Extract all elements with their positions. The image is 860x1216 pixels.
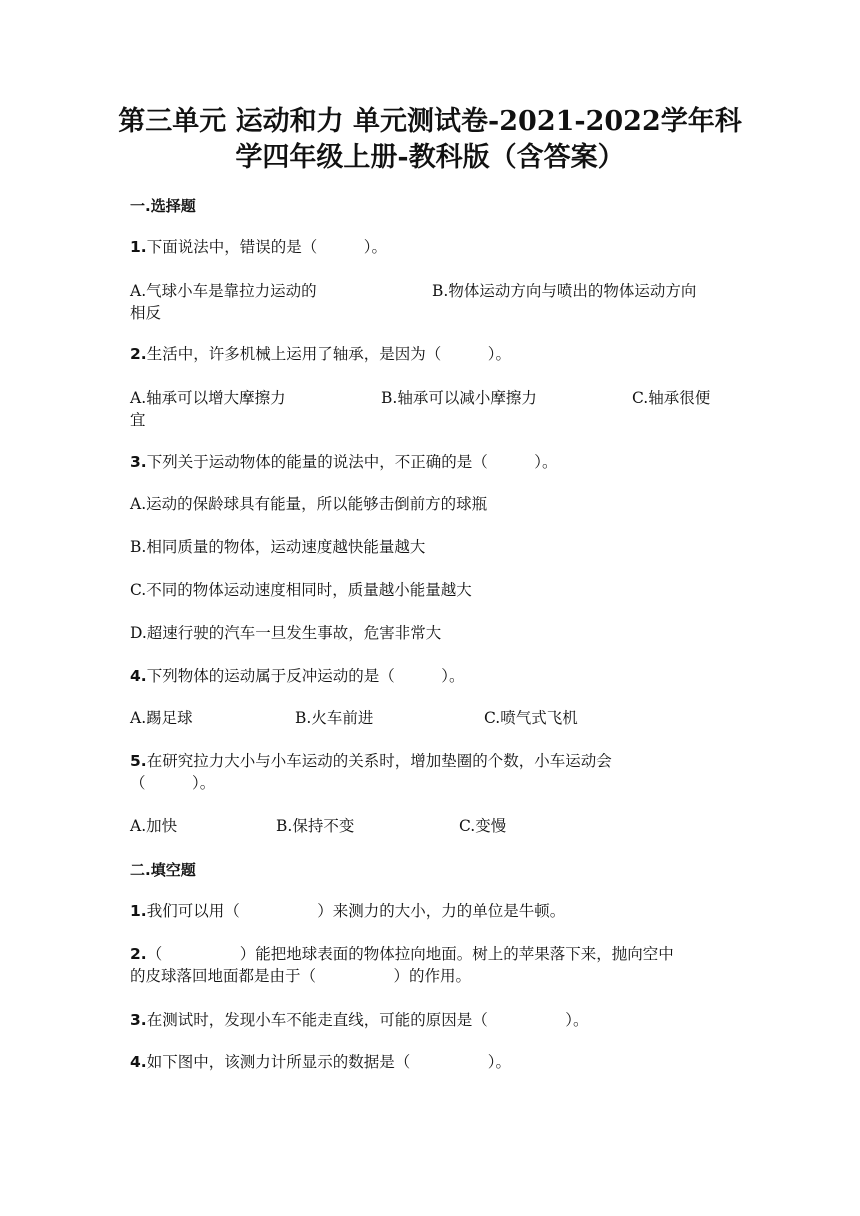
question-text: 我们可以用（ ）来测力的大小，力的单位是牛顿。 — [146, 902, 566, 920]
question-text: （ ）能把地球表面的物体拉向地面。树上的苹果落下来，抛向空中 — [146, 945, 674, 963]
question-3 — [130, 450, 730, 474]
fill-question-2-continued: 的皮球落回地面都是由于（ ）的作用。 — [130, 967, 472, 985]
option-a: A.踢足球 — [130, 709, 193, 727]
question-5-continued: （ ）。 — [130, 774, 216, 792]
option-b: B.火车前进 — [295, 709, 374, 727]
option-b: B.物体运动方向与喷出的物体运动方向 — [432, 282, 697, 300]
question-number: 1. — [130, 902, 147, 920]
option-a: A.加快 — [130, 817, 178, 835]
question-text: 如下图中，该测力计所显示的数据是（ ）。 — [146, 1053, 511, 1071]
option-a: A.气球小车是靠拉力运动的 — [130, 282, 317, 300]
section-heading-choice: 一.选择题 — [130, 197, 196, 215]
option-c: C.轴承很便 — [632, 389, 711, 407]
question-number: 5. — [130, 752, 147, 770]
question-text: 在研究拉力大小与小车运动的关系时，增加垫圈的个数，小车运动会 — [146, 752, 612, 770]
question-2 — [130, 342, 730, 366]
question-5 — [130, 749, 730, 773]
option-c: C.喷气式飞机 — [484, 709, 578, 727]
option-a: A.轴承可以增大摩擦力 — [130, 389, 286, 407]
option-a: A.运动的保龄球具有能量，所以能够击倒前方的球瓶 — [130, 495, 488, 513]
question-1 — [130, 235, 730, 259]
question-4 — [130, 664, 730, 688]
option-b: B.相同质量的物体，运动速度越快能量越大 — [130, 538, 426, 556]
question-text: 下列物体的运动属于反冲运动的是（ ）。 — [146, 667, 465, 685]
fill-question-4 — [130, 1050, 730, 1074]
title-line-2: 学四年级上册-教科版（含答案） — [235, 142, 625, 173]
fill-question-1 — [130, 899, 730, 923]
document-title — [60, 104, 800, 176]
option-b-continued: 相反 — [130, 304, 162, 322]
question-text: 下面说法中，错误的是（ ）。 — [146, 238, 387, 256]
question-number: 3. — [130, 453, 147, 471]
question-number: 2. — [130, 345, 147, 363]
question-text: 在测试时，发现小车不能走直线，可能的原因是（ ）。 — [146, 1011, 589, 1029]
section-heading-fill: 二.填空题 — [130, 861, 196, 879]
question-number: 1. — [130, 238, 147, 256]
option-c: C.变慢 — [459, 817, 507, 835]
fill-question-2 — [130, 942, 730, 966]
option-b: B.轴承可以减小摩擦力 — [381, 389, 537, 407]
option-c: C.不同的物体运动速度相同时，质量越小能量越大 — [130, 581, 472, 599]
option-b: B.保持不变 — [276, 817, 355, 835]
title-line-1: 第三单元 运动和力 单元测试卷-2021-2022学年科 — [118, 106, 742, 137]
question-number: 3. — [130, 1011, 147, 1029]
question-number: 4. — [130, 1053, 147, 1071]
option-c-continued: 宜 — [130, 411, 146, 429]
fill-question-3 — [130, 1008, 730, 1032]
option-d: D.超速行驶的汽车一旦发生事故，危害非常大 — [130, 624, 442, 642]
question-number: 4. — [130, 667, 147, 685]
question-text: 下列关于运动物体的能量的说法中，不正确的是（ ）。 — [146, 453, 558, 471]
question-number: 2. — [130, 945, 147, 963]
question-text: 生活中，许多机械上运用了轴承，是因为（ ）。 — [146, 345, 511, 363]
